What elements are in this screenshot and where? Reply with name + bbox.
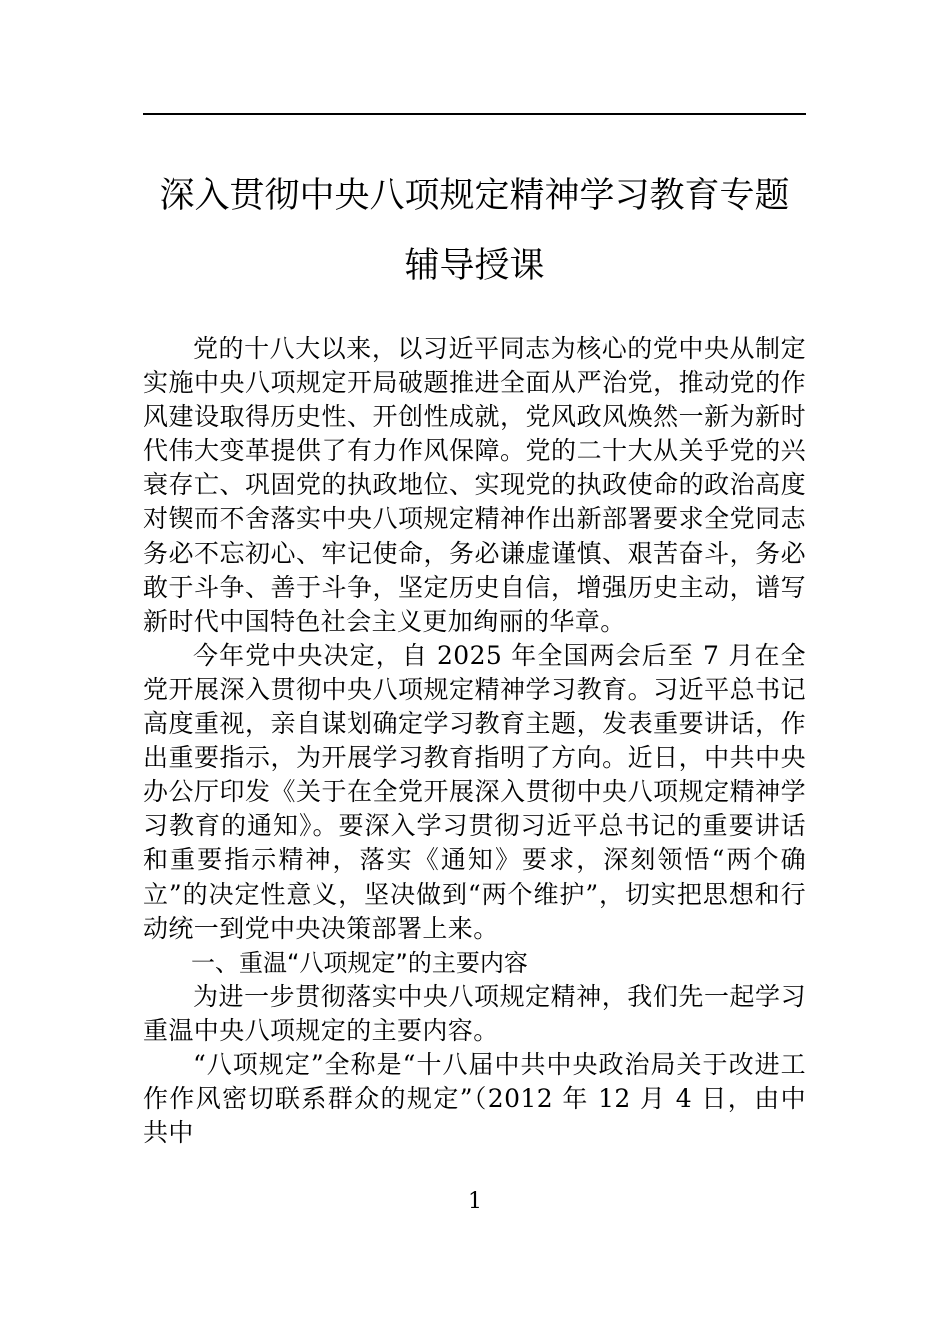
- section-paragraph-1: 为进一步贯彻落实中央八项规定精神，我们先一起学习重温中央八项规定的主要内容。: [143, 981, 806, 1045]
- header-rule: [143, 113, 806, 115]
- page-number: 1: [468, 1189, 482, 1214]
- body-paragraph-2: 今年党中央决定，自 2025 年全国两会后至 7 月在全党开展深入贯彻中央八项规定精神学习教育。习近平总书记高度重视，亲自谋划确定学习教育主题，发表重要讲话，作出重要指示，为开展学习教育指明了方向。近日，中共中央办公厅印发《关于在全党开展深入贯彻中央八项规定精神学习教育的通知》。要深入学习贯彻习近平总书记的重要讲话和重要指示精神，落实《通知》要求，深刻领悟“两个确立”的决定性意义，坚决做到“两个维护”，切实把思想和行动统一到党中央决策部署上来。: [143, 640, 806, 943]
- body-paragraph-1: 党的十八大以来，以习近平同志为核心的党中央从制定实施中央八项规定开局破题推进全面从严治党，推动党的作风建设取得历史性、开创性成就，党风政风焕然一新为新时代伟大变革提供了有力作风保障。党的二十大从关乎党的兴衰存亡、巩固党的执政地位、实现党的执政使命的政治高度对锲而不舍落实中央八项规定精神作出新部署要求全党同志务必不忘初心、牢记使命，务必谦虚谨慎、艰苦奋斗，务必敢于斗争、善于斗争，坚定历史自信，增强历史主动，谱写新时代中国特色社会主义更加绚丽的华章。: [143, 334, 806, 636]
- document-body: [143, 332, 806, 1150]
- section-paragraph-2: “八项规定”全称是“十八届中共中央政治局关于改进工作作风密切联系群众的规定”（2012 年 12 月 4 日，由中共中: [143, 1049, 806, 1148]
- document-title-line-1: 深入贯彻中央八项规定精神学习教育专题: [159, 176, 790, 216]
- document-title-line-2: 辅导授课: [404, 246, 545, 286]
- section-heading: 一、重温“八项规定”的主要内容: [191, 948, 528, 977]
